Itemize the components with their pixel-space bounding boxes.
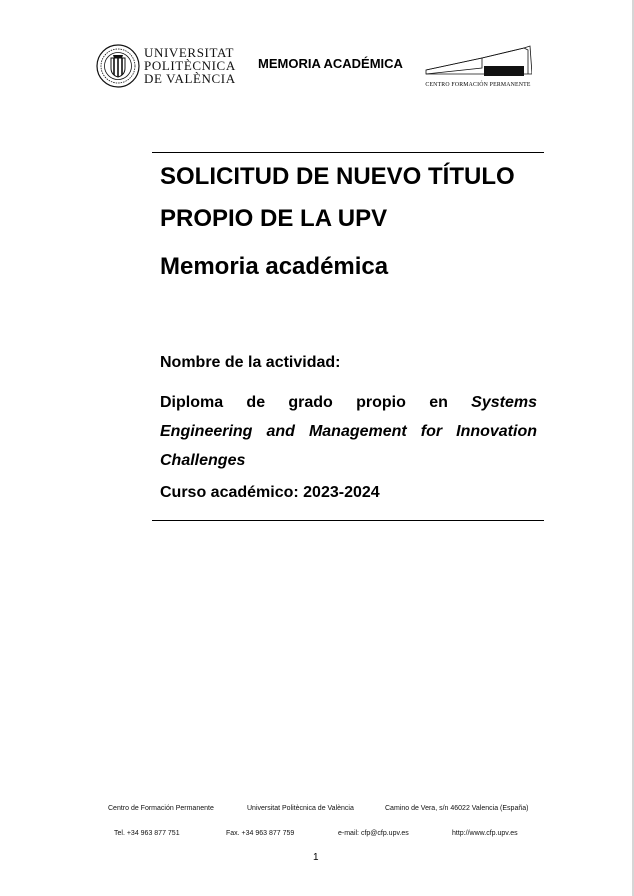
upv-wordmark-line-1: UNIVERSITAT [144,45,235,60]
footer-university: Universitat Politècnica de València [247,805,354,812]
activity-program-name: Systems Engineering and Management for Innovation Challenges [160,394,537,469]
activity-prefix: Diploma de grado propio en [160,394,472,411]
academic-year: Curso académico: 2023-2024 [160,484,380,501]
footer-web[interactable]: http://www.cfp.upv.es [452,830,518,837]
footer-fax: Fax. +34 963 877 759 [226,830,295,837]
upv-logo [96,44,236,92]
footer-email[interactable]: e-mail: cfp@cfp.upv.es [338,830,409,837]
cfp-building-icon [424,44,532,82]
activity-name [160,388,537,475]
footer-phone: Tel. +34 963 877 751 [114,830,180,837]
bottom-divider [152,520,544,521]
cfp-logo [424,44,532,92]
document-subtitle: Memoria académica [160,253,389,280]
top-divider [152,152,544,153]
activity-label: Nombre de la actividad: [160,354,341,371]
footer-address: Camino de Vera, s/n 46022 Valencia (España) [385,805,529,812]
upv-wordmark-line-2: POLITÈCNICA [144,58,236,73]
footer-center: Centro de Formación Permanente [108,805,214,812]
document-title: SOLICITUD DE NUEVO TÍTULO PROPIO DE LA UPV [160,163,515,232]
cfp-logo-caption: CENTRO FORMACIÓN PERMANENTE [425,82,531,88]
page-number: 1 [313,852,319,863]
upv-wordmark-line-3: DE VALÈNCIA [144,71,236,86]
upv-seal-icon [96,44,140,88]
header-document-title: MEMORIA ACADÉMICA [258,56,403,71]
upv-wordmark [144,46,236,85]
